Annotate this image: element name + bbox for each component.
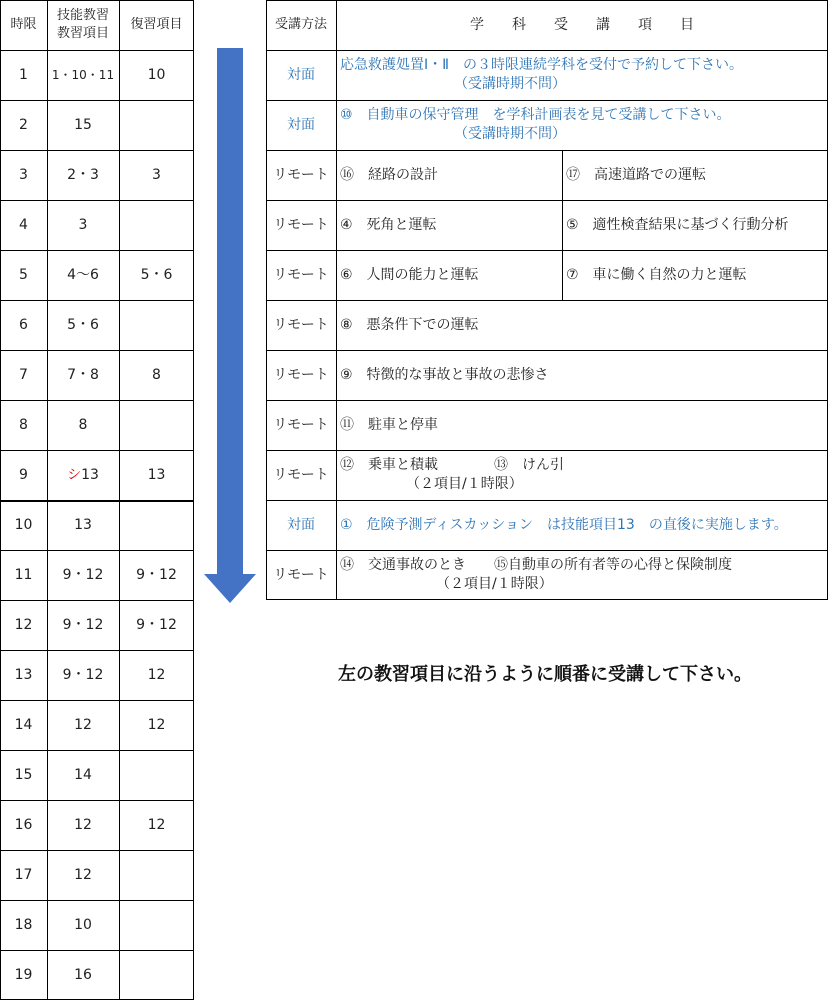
grid-line [0, 700, 194, 701]
grid-line [266, 350, 828, 351]
grid-line [0, 250, 194, 251]
course-item-subtext: （受講時期不問） [454, 76, 566, 92]
grid-line [0, 0, 1, 1000]
grid-line [0, 150, 194, 151]
period-cell: 18 [14, 916, 33, 933]
method-cell: リモート [273, 316, 329, 333]
period-cell: 3 [19, 166, 28, 183]
grid-line [266, 500, 828, 501]
grid-line [266, 550, 828, 551]
skill-item-cell [47, 150, 119, 200]
review-item-cell [119, 850, 194, 900]
course-item-subtext: （２項目/１時限） [436, 576, 553, 592]
method-cell: 対面 [287, 116, 315, 133]
review-item-cell [119, 950, 194, 1000]
review-item-cell [119, 100, 194, 150]
course-item-cell: ⑧ 悪条件下での運転 [340, 316, 479, 333]
skill-item-value: 9・12 [62, 666, 104, 683]
course-item-cell [336, 50, 828, 100]
period-cell: 7 [19, 366, 28, 383]
period-cell: 17 [14, 866, 33, 883]
header-period: 時限 [10, 17, 37, 33]
period-cell: 15 [14, 766, 33, 783]
skill-item-cell [47, 900, 119, 950]
period-cell: 13 [14, 666, 33, 683]
instruction-note: 左の教習項目に沿うように順番に受講して下さい。 [338, 664, 752, 685]
period-cell: 10 [14, 516, 33, 533]
skill-item-cell [47, 550, 119, 600]
grid-line [266, 0, 828, 1]
method-cell: 対面 [287, 66, 315, 83]
grid-line [0, 200, 194, 201]
method-cell: リモート [273, 416, 329, 433]
method-cell: リモート [273, 266, 329, 283]
course-item-cell: ⑨ 特徴的な事故と事故の悲惨さ [340, 366, 549, 383]
skill-item-value: 13 [74, 516, 92, 533]
course-item-subtext: （２項目/１時限） [406, 476, 523, 492]
skill-item-cell [47, 650, 119, 700]
skill-item-value: 5・6 [67, 316, 99, 333]
period-cell: 2 [19, 116, 28, 133]
skill-item-cell [47, 800, 119, 850]
period-cell: 9 [19, 466, 28, 483]
grid-line [0, 900, 194, 901]
grid-line [47, 0, 48, 1000]
grid-line [0, 400, 194, 401]
header-skill-item: 技能教習 教習項目 [56, 8, 109, 41]
skill-item-value: 9・12 [62, 566, 104, 583]
grid-line [266, 50, 828, 51]
grid-line [0, 999, 194, 1000]
skill-item-cell [47, 750, 119, 800]
skill-item-value: 7・8 [67, 366, 99, 383]
grid-line [0, 500, 194, 502]
review-item-cell: 13 [147, 466, 166, 483]
grid-line [562, 150, 563, 300]
header-items: 学 科 受 講 項 目 [470, 16, 694, 33]
review-item-cell: 5・6 [140, 266, 173, 283]
method-cell: リモート [273, 366, 329, 383]
grid-line [0, 850, 194, 851]
review-item-cell [119, 750, 194, 800]
skill-item-value: 10 [74, 916, 92, 933]
grid-line [266, 100, 828, 101]
period-cell: 6 [19, 316, 28, 333]
grid-line [0, 800, 194, 801]
skill-item-value: 12 [74, 716, 92, 733]
grid-line [0, 650, 194, 651]
course-item-cell: ④ 死角と運転 [340, 216, 437, 233]
course-item-cell: ⑥ 人間の能力と運転 [340, 266, 479, 283]
course-item-cell [336, 550, 828, 600]
grid-line [266, 400, 828, 401]
skill-item-value: 14 [74, 766, 92, 783]
grid-line [119, 0, 120, 1000]
grid-line [266, 300, 828, 301]
grid-line [0, 100, 194, 101]
skill-item-cell [47, 300, 119, 350]
skill-item-value: 4〜6 [67, 266, 99, 283]
course-item-cell: ① 危険予測ディスカッション は技能項目13 の直後に実施します。 [340, 516, 788, 533]
grid-line [266, 250, 828, 251]
grid-line [827, 0, 828, 600]
method-cell: 対面 [287, 516, 315, 533]
grid-line [0, 0, 194, 1]
skill-item-value: 3 [78, 216, 88, 233]
review-item-cell [119, 300, 194, 350]
header-review-item: 復習項目 [130, 17, 183, 33]
skill-item-value: 12 [74, 866, 92, 883]
course-item-cell [336, 100, 828, 150]
method-cell: リモート [273, 216, 329, 233]
period-cell: 14 [14, 716, 33, 733]
period-cell: 4 [19, 216, 28, 233]
grid-line [0, 300, 194, 301]
course-item-text: ⑭ 交通事故のとき ⑮自動車の所有者等の心得と保険制度 [340, 557, 732, 574]
skill-item-cell [47, 50, 119, 100]
header-method: 受講方法 [274, 17, 327, 33]
course-item-cell: ⑤ 適性検査結果に基づく行動分析 [566, 216, 789, 233]
skill-item-cell [47, 100, 119, 150]
grid-line [0, 750, 194, 751]
review-item-cell [119, 900, 194, 950]
grid-line [0, 350, 194, 351]
skill-item-value: 9・12 [62, 616, 104, 633]
skill-item-cell [47, 250, 119, 300]
skill-item-cell [47, 500, 119, 550]
grid-line [0, 550, 194, 551]
review-item-cell [119, 400, 194, 450]
skill-item-value: 12 [74, 816, 92, 833]
skill-item-cell [47, 400, 119, 450]
skill-item-cell [47, 350, 119, 400]
review-item-cell: 12 [147, 816, 166, 833]
method-cell: リモート [273, 466, 329, 483]
skill-item-cell [47, 950, 119, 1000]
review-item-cell: 9・12 [136, 616, 177, 633]
grid-line [266, 150, 828, 151]
course-item-text: ⑫ 乗車と積載 ⑬ けん引 [340, 457, 564, 474]
review-item-cell: 3 [152, 166, 161, 183]
grid-line [0, 450, 194, 451]
course-item-cell: ⑰ 高速道路での運転 [566, 166, 706, 183]
period-cell: 12 [14, 616, 33, 633]
skill-item-value: 16 [74, 966, 92, 983]
review-item-cell: 9・12 [136, 566, 177, 583]
grid-line [266, 0, 267, 600]
course-item-cell: ⑯ 経路の設計 [340, 166, 438, 183]
course-item-cell: ⑪ 駐車と停車 [340, 416, 438, 433]
grid-line [0, 50, 194, 51]
course-item-text: 応急救護処置Ⅰ・Ⅱ の３時限連続学科を受付で予約して下さい。 [340, 57, 744, 74]
review-item-cell: 12 [147, 666, 166, 683]
grid-line [0, 600, 194, 601]
grid-line [336, 0, 337, 600]
grid-line [193, 0, 194, 1000]
simulator-mark: シ [67, 466, 82, 483]
review-item-cell: 12 [147, 716, 166, 733]
skill-item-cell [47, 850, 119, 900]
skill-item-cell [47, 600, 119, 650]
skill-item-value: 15 [74, 116, 92, 133]
method-cell: リモート [273, 166, 329, 183]
grid-line [0, 950, 194, 951]
grid-line [266, 200, 828, 201]
course-item-cell [336, 450, 828, 500]
down-arrow-icon [204, 48, 256, 604]
skill-item-value: 13 [81, 466, 99, 483]
review-item-cell: 10 [147, 66, 166, 83]
period-cell: 5 [19, 266, 28, 283]
period-cell: 1 [19, 66, 28, 83]
skill-item-value: 2・3 [67, 166, 99, 183]
grid-line [266, 599, 828, 600]
period-cell: 19 [14, 966, 33, 983]
skill-item-value: 1・10・11 [51, 67, 115, 82]
method-cell: リモート [273, 566, 329, 583]
review-item-cell: 8 [152, 366, 161, 383]
review-item-cell [119, 200, 194, 250]
skill-item-value: 8 [78, 416, 88, 433]
skill-item-cell [47, 200, 119, 250]
course-item-text: ⑩ 自動車の保守管理 を学科計画表を見て受講して下さい。 [340, 107, 731, 124]
grid-line [266, 450, 828, 451]
period-cell: 16 [14, 816, 33, 833]
course-item-subtext: （受講時期不問） [454, 126, 566, 142]
course-item-cell: ⑦ 車に働く自然の力と運転 [566, 266, 747, 283]
skill-item-cell [47, 700, 119, 750]
review-item-cell [119, 500, 194, 550]
period-cell: 8 [19, 416, 28, 433]
skill-item-cell [47, 450, 119, 500]
period-cell: 11 [14, 566, 33, 583]
